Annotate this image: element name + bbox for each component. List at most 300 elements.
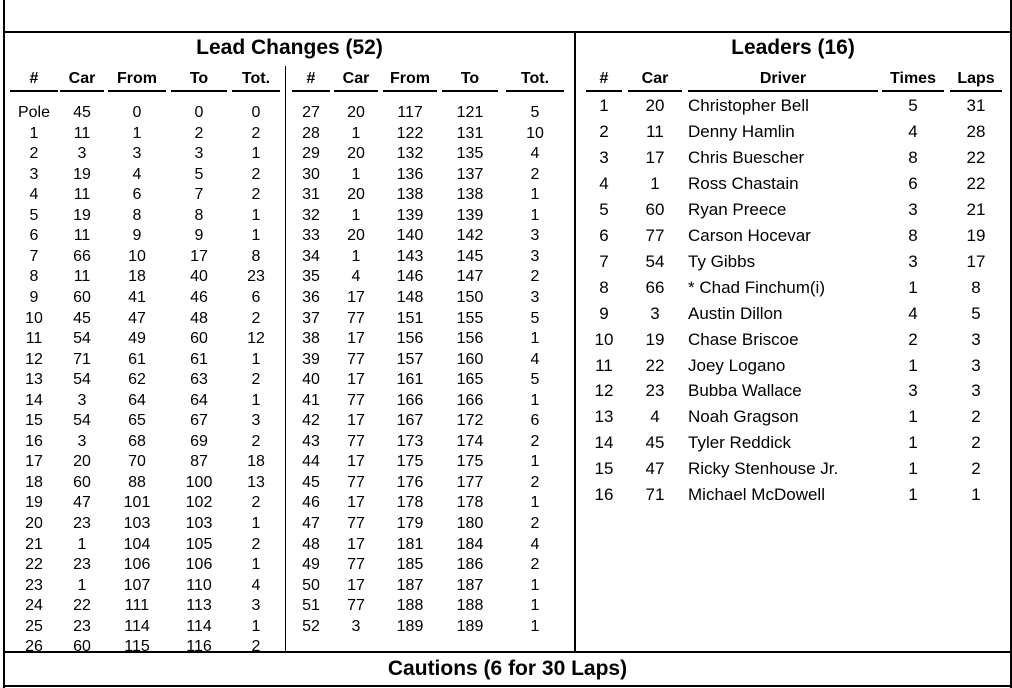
leader-laps-cell: 8 [971,277,981,297]
leader-laps-cell: 31 [966,96,986,115]
lead-change-car-cell: 11 [73,186,91,204]
frame-divider-vertical [574,31,576,653]
leader-car-cell: 17 [645,147,665,167]
leader-driver-cell: Noah Gragson [688,407,799,427]
leader-times-cell: 1 [908,355,918,375]
lead-change-tot-cell: 2 [251,371,261,389]
leader-laps-cell: 2 [971,433,981,453]
lead-change-to-cell: 100 [185,473,213,491]
leader-driver-cell: Chase Briscoe [688,329,799,349]
lead-change-car-cell: 20 [347,145,365,163]
lead-change-num-cell: 29 [302,145,320,163]
lead-changes-header-underline [292,90,330,92]
lead-change-num-cell: 28 [302,124,320,142]
lead-change-car-cell: 17 [347,453,365,471]
lead-change-from-cell: 138 [396,186,424,204]
lead-change-tot-cell: 3 [251,597,261,615]
lead-changes-header-tot: Tot. [241,70,271,87]
leader-num-cell: 16 [594,485,614,505]
leader-times-cell: 3 [908,381,918,401]
leader-times-cell: 3 [908,251,918,271]
lead-change-from-cell: 62 [128,371,146,389]
leader-num-cell: 11 [595,355,613,375]
lead-change-car-cell: 20 [347,227,365,245]
lead-change-to-cell: 5 [194,165,204,183]
lead-change-car-cell: 60 [73,473,91,491]
lead-change-car-cell: 23 [73,515,91,532]
lead-change-to-cell: 188 [456,597,484,615]
lead-change-num-cell: 13 [25,371,43,389]
leader-car-cell: 4 [650,407,660,427]
leader-car-cell: 71 [645,485,665,505]
leader-times-cell: 3 [908,199,918,219]
lead-change-from-cell: 1 [132,124,142,142]
leader-num-cell: 6 [599,225,609,245]
lead-change-from-cell: 70 [128,453,146,471]
lead-change-tot-cell: 1 [530,576,540,594]
lead-change-from-cell: 106 [123,556,151,574]
lead-change-tot-cell: 3 [530,289,540,306]
leader-car-cell: 22 [645,355,665,375]
lead-change-num-cell: 26 [25,638,43,656]
leader-times-cell: 5 [908,96,918,115]
lead-change-to-cell: 145 [456,247,484,265]
leader-laps-cell: 3 [971,381,981,401]
lead-change-from-cell: 114 [124,617,150,635]
lead-change-tot-cell: 2 [251,186,261,204]
lead-change-num-cell: 23 [25,576,43,594]
lead-change-from-cell: 61 [128,350,146,368]
lead-change-car-cell: 66 [73,247,91,265]
lead-change-num-cell: 33 [302,227,320,245]
leader-times-cell: 6 [908,173,918,193]
lead-change-tot-cell: 8 [251,247,261,265]
lead-change-to-cell: 63 [190,371,208,389]
lead-change-to-cell: 178 [456,494,484,512]
lead-change-tot-cell: 5 [530,371,540,389]
leader-laps-cell: 2 [971,459,981,479]
lead-change-num-cell: 24 [25,597,43,615]
lead-change-from-cell: 161 [396,371,424,389]
lead-change-to-cell: 184 [456,535,484,553]
lead-change-car-cell: 1 [77,535,87,553]
lead-change-num-cell: 43 [302,432,320,450]
lead-change-to-cell: 187 [456,576,484,594]
leader-laps-cell: 21 [966,199,986,219]
leader-driver-cell: * Chad Finchum(i) [688,277,825,297]
lead-change-tot-cell: 2 [530,432,540,450]
leader-num-cell: 1 [599,96,609,115]
lead-change-from-cell: 115 [124,638,150,656]
leader-times-cell: 8 [908,147,918,167]
lead-change-to-cell: 165 [456,371,484,389]
lead-change-tot-cell: 1 [251,227,261,245]
lead-change-tot-cell: 4 [251,576,261,594]
lead-change-to-cell: 189 [456,617,484,635]
lead-change-car-cell: 17 [347,412,365,430]
lead-change-num-cell: 48 [302,535,320,553]
lead-change-from-cell: 151 [396,309,424,327]
lead-change-from-cell: 65 [128,412,146,430]
lead-changes-header-underline [232,90,280,92]
leaders-header-car: Car [641,70,669,87]
lead-change-num-cell: 14 [25,391,43,409]
leader-driver-cell: Carson Hocevar [688,225,811,245]
lead-change-car-cell: 54 [73,371,91,389]
lead-change-tot-cell: 1 [530,617,540,635]
lead-change-to-cell: 150 [456,289,484,306]
lead-change-to-cell: 135 [456,145,484,163]
lead-change-car-cell: 77 [347,597,365,615]
lead-change-tot-cell: 1 [530,186,540,204]
lead-change-from-cell: 178 [396,494,424,512]
lead-change-num-cell: 35 [302,268,320,286]
lead-change-num-cell: 46 [302,494,320,512]
lead-change-tot-cell: 2 [251,124,261,142]
lead-change-car-cell: 20 [73,453,91,471]
lead-change-to-cell: 139 [456,206,484,224]
lead-change-car-cell: 3 [77,432,87,450]
lead-change-tot-cell: 2 [530,515,540,532]
lead-change-car-cell: 17 [347,330,365,348]
lead-change-car-cell: 77 [347,432,365,450]
leader-laps-cell: 3 [971,329,981,349]
lead-change-from-cell: 10 [128,247,146,265]
lead-change-to-cell: 114 [186,617,212,635]
leader-driver-cell: Michael McDowell [688,485,825,505]
lead-change-from-cell: 0 [132,104,142,121]
lead-change-tot-cell: 6 [530,412,540,430]
lead-change-car-cell: 77 [347,350,365,368]
lead-change-num-cell: 8 [29,268,39,286]
lead-change-num-cell: 15 [25,412,43,430]
leaders-header-underline [586,90,622,92]
lead-change-from-cell: 167 [396,412,424,430]
lead-change-from-cell: 132 [396,145,424,163]
leaders-title: Leaders (16) [731,36,855,59]
leaders-header-underline [882,90,944,92]
lead-change-car-cell: 54 [73,412,91,430]
lead-change-from-cell: 173 [396,432,424,450]
lead-change-tot-cell: 1 [530,494,540,512]
lead-change-tot-cell: 1 [251,145,261,163]
lead-change-tot-cell: 1 [251,206,261,224]
lead-change-to-cell: 180 [456,515,484,532]
lead-change-num-cell: 4 [29,186,39,204]
lead-change-num-cell: 52 [302,617,320,635]
lead-change-from-cell: 176 [396,473,424,491]
lead-change-to-cell: 175 [456,453,484,471]
lead-change-num-cell: 34 [302,247,320,265]
lead-change-car-cell: 17 [347,576,365,594]
lead-change-car-cell: 4 [351,268,361,286]
lead-change-from-cell: 157 [396,350,424,368]
lead-change-to-cell: 110 [186,576,212,594]
lead-change-num-cell: 37 [302,309,320,327]
leader-times-cell: 8 [908,225,918,245]
leader-car-cell: 60 [645,199,665,219]
lead-change-car-cell: 77 [347,515,365,532]
lead-change-to-cell: 172 [456,412,484,430]
lead-change-car-cell: 1 [351,124,361,142]
lead-changes-header-underline [506,90,564,92]
lead-change-num-cell: Pole [17,104,51,121]
lead-change-car-cell: 1 [351,247,361,265]
leader-car-cell: 66 [645,277,665,297]
lead-change-num-cell: 27 [302,104,320,121]
lead-change-to-cell: 156 [456,330,484,348]
lead-changes-header-underline [334,90,378,92]
lead-change-car-cell: 1 [77,576,87,594]
lead-change-num-cell: 32 [302,206,320,224]
lead-change-car-cell: 3 [77,391,87,409]
lead-change-from-cell: 6 [132,186,142,204]
leader-laps-cell: 28 [966,122,986,141]
lead-change-tot-cell: 2 [251,432,261,450]
lead-change-num-cell: 30 [302,165,320,183]
lead-change-car-cell: 23 [73,617,91,635]
lead-changes-header-car: Car [342,70,370,87]
leader-times-cell: 1 [908,433,918,453]
lead-change-from-cell: 64 [128,391,146,409]
leader-num-cell: 15 [594,459,614,479]
lead-change-from-cell: 9 [132,227,142,245]
leader-times-cell: 4 [908,303,918,323]
lead-change-to-cell: 113 [186,597,212,615]
frame-bottom-rule [3,685,1012,687]
lead-change-num-cell: 45 [302,473,320,491]
lead-change-num-cell: 12 [25,350,43,368]
lead-change-from-cell: 143 [396,247,424,265]
lead-change-tot-cell: 1 [251,515,261,532]
lead-change-num-cell: 7 [29,247,39,265]
lead-change-to-cell: 147 [456,268,484,286]
lead-change-car-cell: 17 [347,289,365,306]
lead-change-num-cell: 49 [302,556,320,574]
leaders-header-underline [628,90,682,92]
lead-change-num-cell: 38 [302,330,320,348]
lead-change-car-cell: 22 [73,597,91,615]
lead-change-to-cell: 102 [185,494,213,512]
lead-change-num-cell: 17 [25,453,43,471]
lead-change-from-cell: 41 [128,289,146,306]
lead-change-tot-cell: 3 [251,412,261,430]
lead-change-to-cell: 61 [190,350,208,368]
lead-changes-header-num: # [29,70,39,87]
lead-change-num-cell: 10 [25,309,43,327]
lead-change-from-cell: 187 [396,576,424,594]
lead-change-num-cell: 50 [302,576,320,594]
leader-times-cell: 1 [908,485,918,505]
lead-change-car-cell: 11 [73,268,91,286]
lead-change-from-cell: 107 [123,576,151,594]
lead-change-to-cell: 46 [190,289,208,306]
lead-change-from-cell: 68 [128,432,146,450]
leaders-header-laps: Laps [957,70,995,87]
lead-change-tot-cell: 1 [251,391,261,409]
lead-change-from-cell: 4 [132,165,142,183]
lead-change-num-cell: 39 [302,350,320,368]
leader-car-cell: 11 [646,122,664,141]
lead-change-car-cell: 23 [73,556,91,574]
lead-change-to-cell: 131 [456,124,484,142]
lead-change-from-cell: 47 [128,309,146,327]
lead-changes-header-num: # [306,70,316,87]
leader-driver-cell: Bubba Wallace [688,381,802,401]
lead-change-tot-cell: 13 [247,473,265,491]
lead-change-from-cell: 88 [128,473,146,491]
leader-driver-cell: Denny Hamlin [688,122,795,141]
lead-changes-header-from: From [390,70,430,87]
leader-laps-cell: 1 [971,485,981,505]
leader-car-cell: 47 [645,459,665,479]
leader-times-cell: 1 [908,277,918,297]
leader-times-cell: 4 [908,122,918,141]
lead-change-tot-cell: 2 [530,556,540,574]
lead-change-tot-cell: 1 [530,597,540,615]
lead-change-tot-cell: 2 [530,473,540,491]
lead-changes-header-underline [10,90,58,92]
leader-times-cell: 1 [908,407,918,427]
lead-change-from-cell: 140 [396,227,424,245]
lead-change-car-cell: 3 [77,145,87,163]
leader-driver-cell: Ricky Stenhouse Jr. [688,459,839,479]
frame-top-rule [3,31,1012,33]
lead-change-to-cell: 106 [185,556,213,574]
lead-change-from-cell: 188 [396,597,424,615]
lead-change-to-cell: 3 [194,145,204,163]
lead-change-to-cell: 67 [190,412,208,430]
lead-change-num-cell: 47 [302,515,320,532]
lead-change-to-cell: 0 [194,104,204,121]
leader-num-cell: 4 [599,173,609,193]
lead-change-tot-cell: 3 [530,227,540,245]
lead-change-tot-cell: 12 [247,330,265,348]
lead-change-to-cell: 60 [190,330,208,348]
lead-change-num-cell: 5 [29,206,39,224]
lead-change-to-cell: 166 [456,391,484,409]
lead-change-tot-cell: 1 [530,453,540,471]
leader-car-cell: 3 [650,303,660,323]
lead-change-num-cell: 40 [302,371,320,389]
lead-change-tot-cell: 1 [530,206,540,224]
lead-change-tot-cell: 2 [530,165,540,183]
leaders-header-driver: Driver [759,70,807,87]
leader-num-cell: 12 [594,381,614,401]
lead-change-to-cell: 17 [190,247,208,265]
lead-change-car-cell: 11 [73,124,91,142]
lead-change-num-cell: 1 [29,124,39,142]
frame-left-top [3,0,5,32]
lead-change-car-cell: 20 [347,186,365,204]
lead-changes-header-to: To [189,70,209,87]
lead-change-num-cell: 36 [302,289,320,306]
lead-changes-header-underline [383,90,437,92]
lead-change-from-cell: 175 [396,453,424,471]
lead-change-num-cell: 6 [29,227,39,245]
lead-change-to-cell: 138 [456,186,484,204]
lead-change-tot-cell: 10 [526,124,544,142]
lead-change-car-cell: 3 [351,617,361,635]
leader-laps-cell: 19 [966,225,986,245]
lead-change-to-cell: 2 [194,124,204,142]
lead-change-tot-cell: 0 [251,104,261,121]
lead-change-from-cell: 179 [396,515,424,532]
lead-change-num-cell: 44 [302,453,320,471]
lead-change-num-cell: 2 [29,145,39,163]
leader-times-cell: 1 [908,459,918,479]
lead-change-tot-cell: 2 [251,638,261,656]
leader-num-cell: 3 [599,147,609,167]
lead-change-to-cell: 160 [456,350,484,368]
lead-changes-header-underline [171,90,227,92]
lead-change-tot-cell: 2 [251,309,261,327]
lead-change-car-cell: 19 [73,206,91,224]
leader-car-cell: 20 [645,96,665,115]
leader-laps-cell: 3 [971,355,981,375]
leader-driver-cell: Christopher Bell [688,96,809,115]
lead-change-from-cell: 189 [396,617,424,635]
lead-change-num-cell: 25 [25,617,43,635]
lead-change-car-cell: 17 [347,371,365,389]
leader-driver-cell: Ryan Preece [688,199,787,219]
lead-change-from-cell: 148 [396,289,424,306]
lead-change-from-cell: 166 [396,391,424,409]
lead-change-tot-cell: 3 [530,247,540,265]
lead-change-num-cell: 31 [302,186,320,204]
lead-change-tot-cell: 2 [251,535,261,553]
leader-num-cell: 5 [599,199,609,219]
lead-change-car-cell: 54 [73,330,91,348]
lead-change-num-cell: 20 [25,515,43,532]
lead-change-to-cell: 40 [190,268,208,286]
lead-change-to-cell: 9 [194,227,204,245]
leader-car-cell: 23 [645,381,665,401]
leader-num-cell: 8 [599,277,609,297]
lead-changes-header-underline [60,90,104,92]
lead-change-tot-cell: 4 [530,535,540,553]
lead-change-to-cell: 121 [456,104,484,121]
leader-num-cell: 13 [594,407,614,427]
lead-change-to-cell: 105 [185,535,213,553]
lead-changes-header-car: Car [68,70,96,87]
lead-change-car-cell: 71 [73,350,91,368]
lead-change-tot-cell: 2 [251,165,261,183]
lead-change-num-cell: 42 [302,412,320,430]
lead-change-from-cell: 185 [396,556,424,574]
leaders-header-times: Times [890,70,936,87]
lead-change-tot-cell: 6 [251,289,261,306]
lead-changes-title: Lead Changes (52) [196,36,383,59]
leader-driver-cell: Chris Buescher [688,147,805,167]
lead-change-to-cell: 48 [190,309,208,327]
lead-change-tot-cell: 5 [530,104,540,121]
lead-change-car-cell: 1 [351,165,361,183]
lead-changes-header-tot: Tot. [520,70,550,87]
lead-change-car-cell: 45 [73,309,91,327]
lead-change-num-cell: 51 [302,597,320,615]
leader-num-cell: 9 [599,303,609,323]
leader-driver-cell: Ty Gibbs [688,251,756,271]
lead-changes-header-underline [108,90,166,92]
lead-change-to-cell: 155 [456,309,484,327]
lead-change-num-cell: 19 [25,494,43,512]
lead-change-car-cell: 60 [73,289,91,306]
leader-times-cell: 2 [908,329,918,349]
lead-change-from-cell: 146 [396,268,424,286]
lead-changes-header-to: To [460,70,480,87]
lead-change-num-cell: 41 [302,391,320,409]
